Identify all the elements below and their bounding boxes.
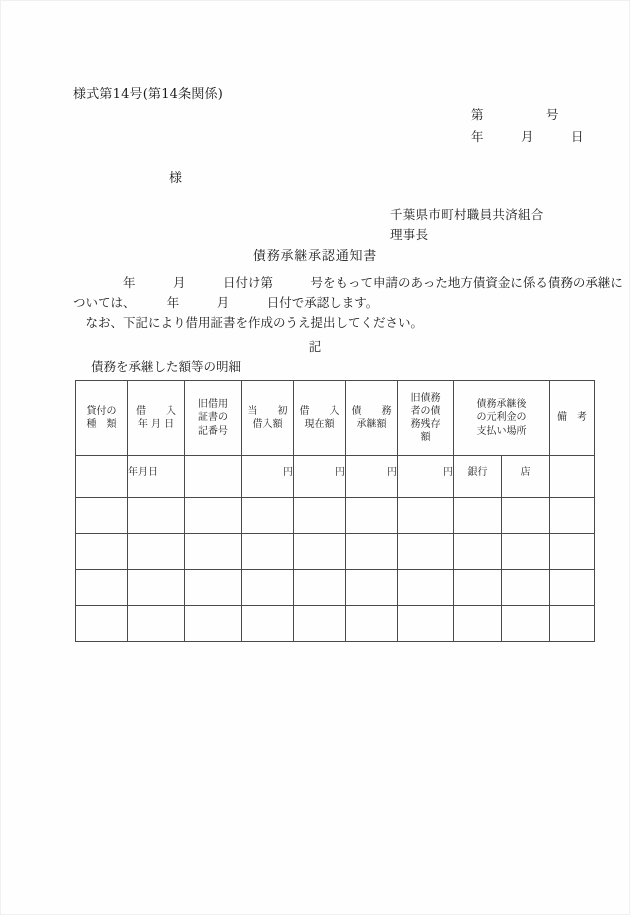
cell-note[interactable] (550, 570, 595, 606)
column-header-note (550, 381, 595, 456)
cell-unit-label: 銀行 (467, 466, 488, 478)
cell-unit-label: 店 (520, 466, 531, 478)
cell-current[interactable] (294, 534, 346, 570)
cell-succeed[interactable] (346, 534, 398, 570)
body-paragraph-line-2: ついては、 年 月 日付で承認します。 (73, 295, 379, 310)
cell-initial[interactable] (242, 570, 294, 606)
table-caption: 債務を承継した額等の明細 (91, 359, 242, 374)
column-header-line: 備 考 (557, 412, 587, 424)
cell-unit-label: 円 (443, 466, 453, 478)
column-header-line: 旧債務 (410, 392, 441, 404)
column-header-line: 証書の (198, 412, 228, 424)
cell-initial[interactable] (242, 456, 294, 498)
cell-remain[interactable] (398, 498, 454, 534)
cell-note[interactable] (550, 456, 595, 498)
cell-note[interactable] (550, 606, 595, 642)
table-row[interactable] (76, 606, 595, 642)
body-paragraph-line-3: なお、下記により借用証書を作成のうえ提出してください。 (73, 315, 424, 330)
column-header-initial (242, 381, 294, 456)
column-header-current (294, 381, 346, 456)
body-paragraph-line-1: 年 月 日付け第 号をもって申請のあった地方債資金に係る債務の承継に (73, 275, 623, 290)
cell-succeed[interactable] (346, 498, 398, 534)
cell-remain[interactable] (398, 456, 454, 498)
column-header-line: 借 入 (299, 405, 340, 417)
column-header-line: 種 類 (86, 419, 117, 430)
page-title: 債務承継承認通知書 (252, 249, 378, 264)
memo-marker: 記 (308, 339, 322, 354)
document-number-field: 第 号 (471, 107, 559, 122)
cell-date[interactable] (128, 456, 185, 498)
column-header-line: 支払い場所 (476, 425, 527, 437)
cell-bank[interactable] (454, 456, 502, 498)
form-number: 様式第14号(第14条関係) (73, 87, 224, 102)
column-header-line: 現在額 (304, 419, 335, 430)
table-row[interactable] (76, 498, 595, 534)
cell-note[interactable] (550, 534, 595, 570)
cell-date[interactable] (128, 570, 185, 606)
cell-type[interactable] (76, 498, 128, 534)
cell-branch[interactable] (502, 570, 550, 606)
cell-branch[interactable] (502, 456, 550, 498)
cell-unit-label: 年月日 (128, 466, 158, 478)
cell-succeed[interactable] (346, 570, 398, 606)
cell-initial[interactable] (242, 606, 294, 642)
table-header-row (76, 381, 595, 456)
column-header-line: 債務承継後 (476, 399, 527, 411)
column-header-place (454, 381, 550, 456)
column-header-line: 債 務 (351, 405, 392, 417)
cell-remain[interactable] (398, 534, 454, 570)
document-date-field: 年 月 日 (471, 129, 584, 144)
cell-type[interactable] (76, 570, 128, 606)
table-row[interactable] (76, 456, 595, 498)
cell-oldno[interactable] (185, 456, 242, 498)
cell-type[interactable] (76, 456, 128, 498)
column-header-line: 記番号 (198, 425, 228, 437)
cell-oldno[interactable] (185, 570, 242, 606)
cell-initial[interactable] (242, 534, 294, 570)
cell-current[interactable] (294, 498, 346, 534)
column-header-line: 当 初 (247, 405, 288, 417)
cell-note[interactable] (550, 498, 595, 534)
cell-unit-label: 円 (335, 466, 345, 478)
cell-current[interactable] (294, 606, 346, 642)
cell-date[interactable] (128, 534, 185, 570)
column-header-type (76, 381, 128, 456)
table-row[interactable] (76, 570, 595, 606)
column-header-line: 額 (420, 432, 431, 444)
column-header-line: 年 月 日 (137, 419, 175, 430)
cell-branch[interactable] (502, 534, 550, 570)
cell-remain[interactable] (398, 606, 454, 642)
column-header-line: 旧借用 (198, 399, 228, 411)
column-header-line: 務残存 (410, 419, 441, 430)
cell-unit-label: 円 (283, 466, 293, 478)
column-header-remain (398, 381, 454, 456)
addressee-honorific: 様 (169, 171, 183, 186)
table-row[interactable] (76, 534, 595, 570)
cell-bank[interactable] (454, 498, 502, 534)
cell-branch[interactable] (502, 498, 550, 534)
column-header-line: 者の債 (410, 405, 441, 417)
debt-succession-detail-table (75, 380, 595, 642)
cell-type[interactable] (76, 606, 128, 642)
issuer-organization: 千葉県市町村職員共済組合 (390, 207, 544, 222)
cell-bank[interactable] (454, 570, 502, 606)
cell-oldno[interactable] (185, 606, 242, 642)
cell-succeed[interactable] (346, 606, 398, 642)
issuer-title: 理事長 (390, 227, 429, 242)
column-header-line: 承継額 (356, 419, 387, 430)
cell-type[interactable] (76, 534, 128, 570)
cell-bank[interactable] (454, 534, 502, 570)
cell-bank[interactable] (454, 606, 502, 642)
column-header-succeed (346, 381, 398, 456)
cell-date[interactable] (128, 606, 185, 642)
cell-current[interactable] (294, 456, 346, 498)
column-header-line: の元利金の (476, 412, 527, 424)
column-header-line: 借 入 (136, 405, 176, 417)
cell-initial[interactable] (242, 498, 294, 534)
cell-remain[interactable] (398, 570, 454, 606)
cell-oldno[interactable] (185, 534, 242, 570)
cell-date[interactable] (128, 498, 185, 534)
column-header-line: 貸付の (86, 405, 117, 417)
column-header-line: 借入額 (252, 419, 283, 430)
column-header-oldno (185, 381, 242, 456)
cell-current[interactable] (294, 570, 346, 606)
cell-branch[interactable] (502, 606, 550, 642)
cell-unit-label: 円 (387, 466, 397, 478)
column-header-date (128, 381, 185, 456)
cell-succeed[interactable] (346, 456, 398, 498)
cell-oldno[interactable] (185, 498, 242, 534)
